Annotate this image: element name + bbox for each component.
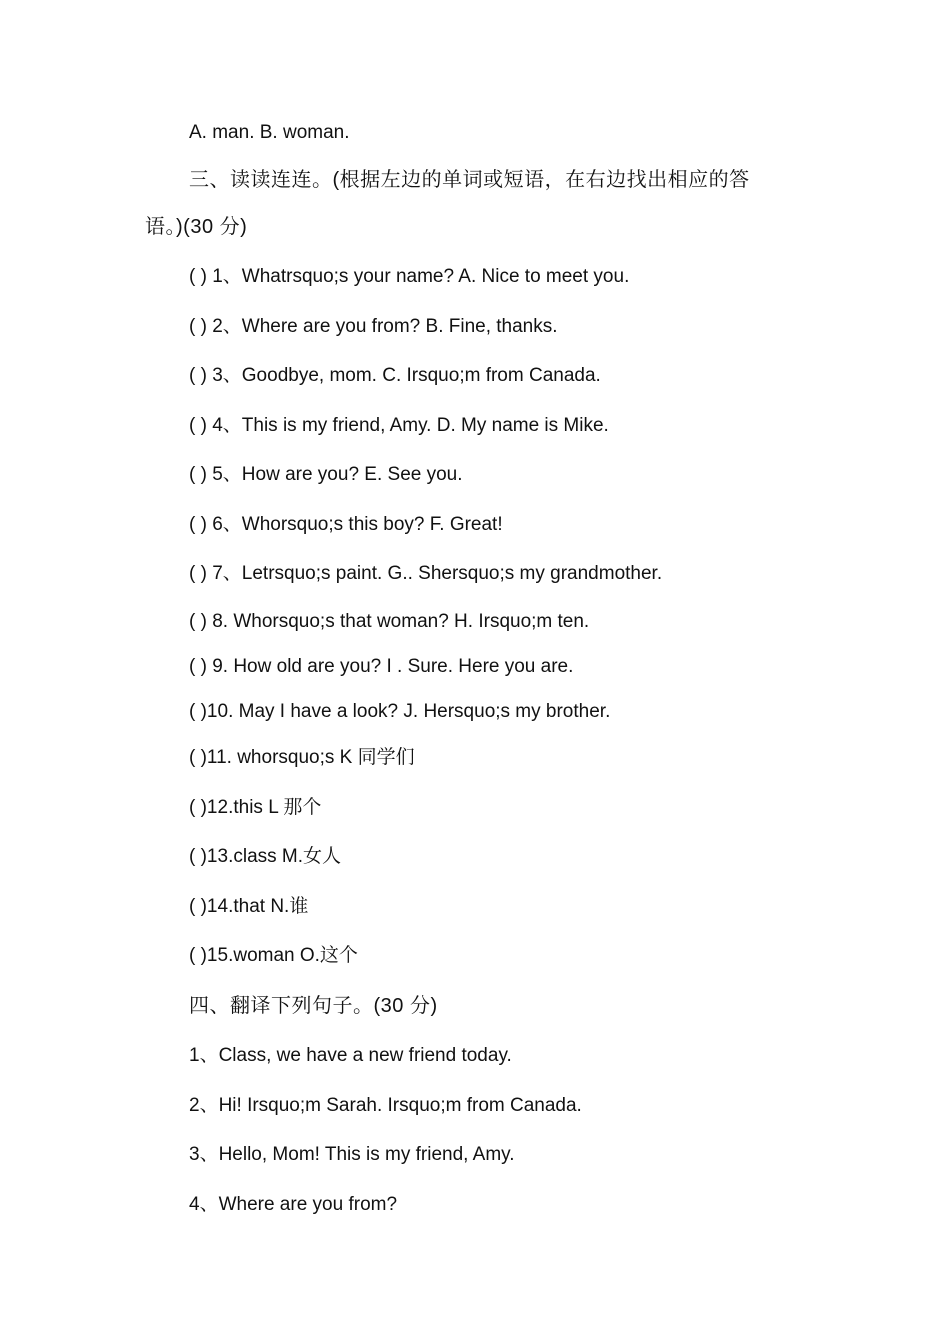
previous-answer-options: A. man. B. woman. bbox=[189, 122, 350, 143]
matching-item-1: ( ) 1、Whatrsquo;s your name? A. Nice to meet you. bbox=[189, 266, 630, 287]
matching-item-9: ( ) 9. How old are you? I . Sure. Here you are. bbox=[189, 656, 574, 677]
matching-item-12: ( )12.this L 那个 bbox=[189, 797, 322, 818]
matching-item-6: ( ) 6、Whorsquo;s this boy? F. Great! bbox=[189, 514, 503, 535]
matching-item-13: ( )13.class M.女人 bbox=[189, 846, 342, 867]
translation-item-1: 1、Class, we have a new friend today. bbox=[189, 1045, 512, 1066]
translation-item-3: 3、Hello, Mom! This is my friend, Amy. bbox=[189, 1144, 515, 1165]
matching-item-14: ( )14.that N.谁 bbox=[189, 896, 309, 917]
matching-item-11: ( )11. whorsquo;s K 同学们 bbox=[189, 747, 415, 768]
matching-item-4: ( ) 4、This is my friend, Amy. D. My name is Mike. bbox=[189, 415, 609, 436]
matching-item-10: ( )10. May I have a look? J. Hersquo;s my brother. bbox=[189, 701, 611, 722]
matching-item-5: ( ) 5、How are you? E. See you. bbox=[189, 464, 463, 485]
section-4-title: 四、翻译下列句子。(30 分) bbox=[189, 995, 438, 1017]
translation-item-4: 4、Where are you from? bbox=[189, 1194, 398, 1215]
translation-item-2: 2、Hi! Irsquo;m Sarah. Irsquo;m from Canada. bbox=[189, 1095, 582, 1116]
matching-item-3: ( ) 3、Goodbye, mom. C. Irsquo;m from Canada. bbox=[189, 365, 601, 386]
section-3-title: 三、读读连连。(根据左边的单词或短语，在右边找出相应的答 bbox=[189, 169, 750, 191]
matching-item-8: ( ) 8. Whorsquo;s that woman? H. Irsquo;m ten. bbox=[189, 611, 590, 632]
matching-item-15: ( )15.woman O.这个 bbox=[189, 945, 358, 966]
matching-item-7: ( ) 7、Letrsquo;s paint. G.. Shersquo;s my grandmother. bbox=[189, 563, 663, 584]
section-3-title-continued: 语。)(30 分) bbox=[145, 216, 248, 238]
matching-item-2: ( ) 2、Where are you from? B. Fine, thanks. bbox=[189, 316, 558, 337]
